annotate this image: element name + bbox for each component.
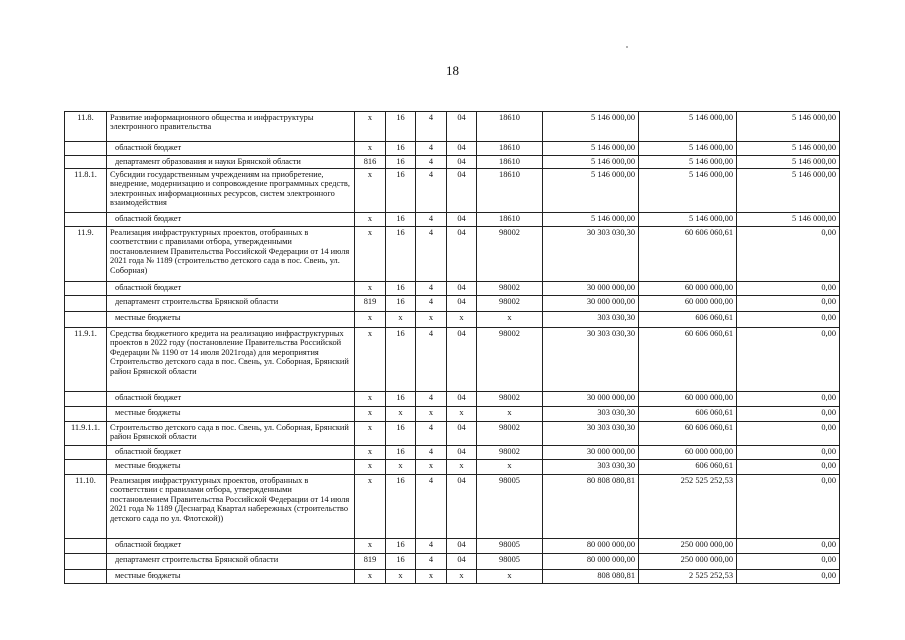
row-value-year2: 606 060,61 (639, 312, 737, 328)
row-subsection: 4 (416, 296, 447, 312)
row-target-a: 04 (447, 328, 477, 392)
row-section: 16 (386, 142, 416, 156)
row-value-year3: 0,00 (737, 446, 840, 460)
row-subsection: х (416, 460, 447, 475)
table-subrow (65, 312, 840, 328)
row-value-year2: 2 525 252,53 (639, 570, 737, 584)
table-subrow (65, 392, 840, 407)
row-name: областной бюджет (107, 282, 355, 296)
row-value-year2: 252 525 252,53 (639, 475, 737, 539)
row-section: х (386, 312, 416, 328)
row-value-year2: 606 060,61 (639, 407, 737, 422)
row-subsection: 4 (416, 422, 447, 446)
row-value-year1: 30 000 000,00 (543, 296, 639, 312)
row-value-year1: 80 000 000,00 (543, 539, 639, 554)
row-code (65, 407, 107, 422)
row-grbs: х (355, 112, 386, 142)
row-grbs: х (355, 282, 386, 296)
row-section: 16 (386, 554, 416, 570)
table-subrow (65, 156, 840, 169)
table-row (65, 169, 840, 213)
row-value-year2: 60 000 000,00 (639, 282, 737, 296)
row-subsection: 4 (416, 446, 447, 460)
row-value-year1: 808 080,81 (543, 570, 639, 584)
table-subrow (65, 282, 840, 296)
row-code: 11.9.1. (65, 328, 107, 392)
row-target-a: х (447, 312, 477, 328)
row-name: департамент образования и науки Брянской области (107, 156, 355, 169)
row-section: 16 (386, 328, 416, 392)
row-name: областной бюджет (107, 213, 355, 227)
row-code (65, 156, 107, 169)
row-section: 16 (386, 422, 416, 446)
row-value-year1: 5 146 000,00 (543, 156, 639, 169)
budget-table (64, 111, 840, 584)
row-target-b: 98002 (477, 227, 543, 282)
table-row (65, 227, 840, 282)
row-target-a: 04 (447, 169, 477, 213)
row-name: областной бюджет (107, 446, 355, 460)
row-value-year3: 0,00 (737, 407, 840, 422)
row-grbs: х (355, 570, 386, 584)
row-target-b: 98002 (477, 296, 543, 312)
row-code: 11.8.1. (65, 169, 107, 213)
row-section: 16 (386, 475, 416, 539)
row-target-a: 04 (447, 142, 477, 156)
row-value-year3: 5 146 000,00 (737, 112, 840, 142)
row-code (65, 570, 107, 584)
row-subsection: 4 (416, 539, 447, 554)
row-value-year3: 0,00 (737, 312, 840, 328)
row-name: местные бюджеты (107, 570, 355, 584)
row-section: х (386, 407, 416, 422)
row-target-b: 98002 (477, 392, 543, 407)
row-value-year2: 60 606 060,61 (639, 422, 737, 446)
row-target-b: х (477, 407, 543, 422)
table-subrow (65, 213, 840, 227)
table-row (65, 112, 840, 142)
row-target-b: х (477, 460, 543, 475)
row-name: местные бюджеты (107, 460, 355, 475)
row-name: Строительство детского сада в пос. Свень, ул. Соборная, Брянский район Брянской области (107, 422, 355, 446)
row-target-b: 98005 (477, 539, 543, 554)
row-name: областной бюджет (107, 392, 355, 407)
row-value-year1: 30 000 000,00 (543, 282, 639, 296)
row-value-year3: 0,00 (737, 328, 840, 392)
table-row (65, 475, 840, 539)
row-target-a: 04 (447, 392, 477, 407)
row-value-year2: 60 606 060,61 (639, 328, 737, 392)
row-target-a: 04 (447, 539, 477, 554)
row-value-year1: 5 146 000,00 (543, 112, 639, 142)
row-value-year2: 5 146 000,00 (639, 112, 737, 142)
row-grbs: 819 (355, 554, 386, 570)
row-value-year3: 0,00 (737, 570, 840, 584)
row-grbs: х (355, 475, 386, 539)
row-target-b: х (477, 570, 543, 584)
row-subsection: 4 (416, 554, 447, 570)
row-section: 16 (386, 446, 416, 460)
row-value-year3: 0,00 (737, 539, 840, 554)
row-subsection: 4 (416, 169, 447, 213)
row-target-a: 04 (447, 112, 477, 142)
row-target-b: 18610 (477, 112, 543, 142)
row-name: местные бюджеты (107, 407, 355, 422)
row-value-year1: 5 146 000,00 (543, 169, 639, 213)
row-name: Реализация инфраструктурных проектов, отобранных в соответствии с правилами отбора, утвержденными постановлением Правительства Российской Федерации от 14 июля 2021 года № 1189 (строительство детского сада в пос. Свень, ул. Соборная) (107, 227, 355, 282)
row-value-year2: 5 146 000,00 (639, 169, 737, 213)
row-subsection: 4 (416, 142, 447, 156)
row-grbs: 819 (355, 296, 386, 312)
row-target-b: 98005 (477, 554, 543, 570)
row-value-year2: 5 146 000,00 (639, 142, 737, 156)
row-code: 11.9. (65, 227, 107, 282)
row-grbs: х (355, 407, 386, 422)
row-target-a: 04 (447, 282, 477, 296)
row-target-a: 04 (447, 227, 477, 282)
row-target-a: 04 (447, 554, 477, 570)
row-subsection: 4 (416, 392, 447, 407)
row-subsection: 4 (416, 328, 447, 392)
row-value-year3: 0,00 (737, 460, 840, 475)
row-grbs: х (355, 392, 386, 407)
table-subrow (65, 570, 840, 584)
row-target-b: 98002 (477, 282, 543, 296)
row-name: Средства бюджетного кредита на реализацию инфраструктурных проектов в 2022 году (постановление Правительства Российской Федерации № 1190 от 14 июля 2021года) для мероприятия Строительство детского сада в пос. Свень, ул. Соборная, Брянский район Брянской области (107, 328, 355, 392)
row-grbs: х (355, 328, 386, 392)
row-value-year3: 0,00 (737, 296, 840, 312)
row-value-year3: 0,00 (737, 227, 840, 282)
row-section: 16 (386, 227, 416, 282)
row-code (65, 312, 107, 328)
row-value-year1: 80 808 080,81 (543, 475, 639, 539)
row-grbs: х (355, 169, 386, 213)
row-value-year3: 5 146 000,00 (737, 169, 840, 213)
row-target-b: 18610 (477, 142, 543, 156)
row-value-year2: 60 000 000,00 (639, 446, 737, 460)
row-value-year1: 5 146 000,00 (543, 142, 639, 156)
row-value-year2: 60 000 000,00 (639, 296, 737, 312)
row-section: 16 (386, 392, 416, 407)
row-grbs: х (355, 446, 386, 460)
row-subsection: 4 (416, 282, 447, 296)
row-section: х (386, 570, 416, 584)
row-value-year3: 0,00 (737, 554, 840, 570)
budget-table-body (65, 112, 840, 584)
row-value-year1: 30 303 030,30 (543, 328, 639, 392)
row-section: 16 (386, 282, 416, 296)
row-name: областной бюджет (107, 142, 355, 156)
row-target-a: 04 (447, 156, 477, 169)
row-value-year2: 5 146 000,00 (639, 213, 737, 227)
row-name: департамент строительства Брянской области (107, 296, 355, 312)
row-value-year3: 0,00 (737, 282, 840, 296)
row-grbs: х (355, 312, 386, 328)
row-target-a: х (447, 407, 477, 422)
row-value-year3: 0,00 (737, 475, 840, 539)
row-name: Реализация инфраструктурных проектов, отобранных в соответствии с правилами отбора, утвержденными постановлением Правительства Российской Федерации от 14 июля 2021 года № 1189 (Деснаград Квартал набережных (строительство детского сада по ул. Флотской)) (107, 475, 355, 539)
row-code (65, 539, 107, 554)
row-subsection: 4 (416, 213, 447, 227)
row-value-year1: 30 000 000,00 (543, 392, 639, 407)
row-subsection: х (416, 407, 447, 422)
row-grbs: х (355, 460, 386, 475)
row-target-b: 98002 (477, 446, 543, 460)
page-number: 18 (446, 63, 459, 78)
row-grbs: х (355, 213, 386, 227)
row-subsection: х (416, 570, 447, 584)
row-section: 16 (386, 156, 416, 169)
row-target-b: 18610 (477, 156, 543, 169)
row-target-a: х (447, 570, 477, 584)
row-subsection: 4 (416, 227, 447, 282)
row-value-year1: 30 303 030,30 (543, 422, 639, 446)
row-section: х (386, 460, 416, 475)
row-target-b: 98002 (477, 422, 543, 446)
row-target-b: х (477, 312, 543, 328)
row-value-year2: 250 000 000,00 (639, 554, 737, 570)
table-subrow (65, 554, 840, 570)
row-code (65, 282, 107, 296)
table-subrow (65, 142, 840, 156)
row-value-year3: 0,00 (737, 422, 840, 446)
row-value-year3: 5 146 000,00 (737, 142, 840, 156)
row-name: Субсидии государственным учреждениям на приобретение, внедрение, модернизацию и сопровождение программных средств, электронных информационных ресурсов, систем электронного взаимодействия (107, 169, 355, 213)
row-value-year3: 5 146 000,00 (737, 156, 840, 169)
row-code: 11.8. (65, 112, 107, 142)
row-section: 16 (386, 213, 416, 227)
row-value-year1: 30 000 000,00 (543, 446, 639, 460)
row-target-a: 04 (447, 213, 477, 227)
table-row (65, 328, 840, 392)
row-grbs: х (355, 142, 386, 156)
table-subrow (65, 446, 840, 460)
row-section: 16 (386, 539, 416, 554)
row-code (65, 392, 107, 407)
row-section: 16 (386, 112, 416, 142)
row-value-year2: 5 146 000,00 (639, 156, 737, 169)
row-name: областной бюджет (107, 539, 355, 554)
row-value-year1: 30 303 030,30 (543, 227, 639, 282)
row-code (65, 142, 107, 156)
row-subsection: 4 (416, 112, 447, 142)
row-target-b: 98002 (477, 328, 543, 392)
row-subsection: х (416, 312, 447, 328)
row-target-b: 98005 (477, 475, 543, 539)
row-section: 16 (386, 296, 416, 312)
row-target-a: 04 (447, 446, 477, 460)
row-value-year1: 5 146 000,00 (543, 213, 639, 227)
row-code: 11.9.1.1. (65, 422, 107, 446)
table-row (65, 422, 840, 446)
row-grbs: 816 (355, 156, 386, 169)
row-subsection: 4 (416, 156, 447, 169)
row-grbs: х (355, 422, 386, 446)
row-value-year1: 303 030,30 (543, 407, 639, 422)
row-name: Развитие информационного общества и инфраструктуры электронного правительства (107, 112, 355, 142)
row-code (65, 460, 107, 475)
row-code: 11.10. (65, 475, 107, 539)
row-code (65, 296, 107, 312)
scan-speck (626, 46, 628, 48)
row-code (65, 554, 107, 570)
row-value-year2: 250 000 000,00 (639, 539, 737, 554)
row-name: местные бюджеты (107, 312, 355, 328)
row-value-year1: 303 030,30 (543, 460, 639, 475)
row-subsection: 4 (416, 475, 447, 539)
row-section: 16 (386, 169, 416, 213)
row-target-a: 04 (447, 422, 477, 446)
row-target-b: 18610 (477, 169, 543, 213)
table-subrow (65, 460, 840, 475)
row-target-a: х (447, 460, 477, 475)
row-code (65, 446, 107, 460)
row-value-year3: 0,00 (737, 392, 840, 407)
row-target-a: 04 (447, 296, 477, 312)
row-target-b: 18610 (477, 213, 543, 227)
table-subrow (65, 539, 840, 554)
row-value-year1: 80 000 000,00 (543, 554, 639, 570)
table-subrow (65, 407, 840, 422)
row-value-year3: 5 146 000,00 (737, 213, 840, 227)
table-subrow (65, 296, 840, 312)
row-name: департамент строительства Брянской области (107, 554, 355, 570)
row-value-year2: 60 606 060,61 (639, 227, 737, 282)
row-value-year2: 60 000 000,00 (639, 392, 737, 407)
row-grbs: х (355, 539, 386, 554)
row-grbs: х (355, 227, 386, 282)
row-target-a: 04 (447, 475, 477, 539)
row-code (65, 213, 107, 227)
row-value-year1: 303 030,30 (543, 312, 639, 328)
row-value-year2: 606 060,61 (639, 460, 737, 475)
